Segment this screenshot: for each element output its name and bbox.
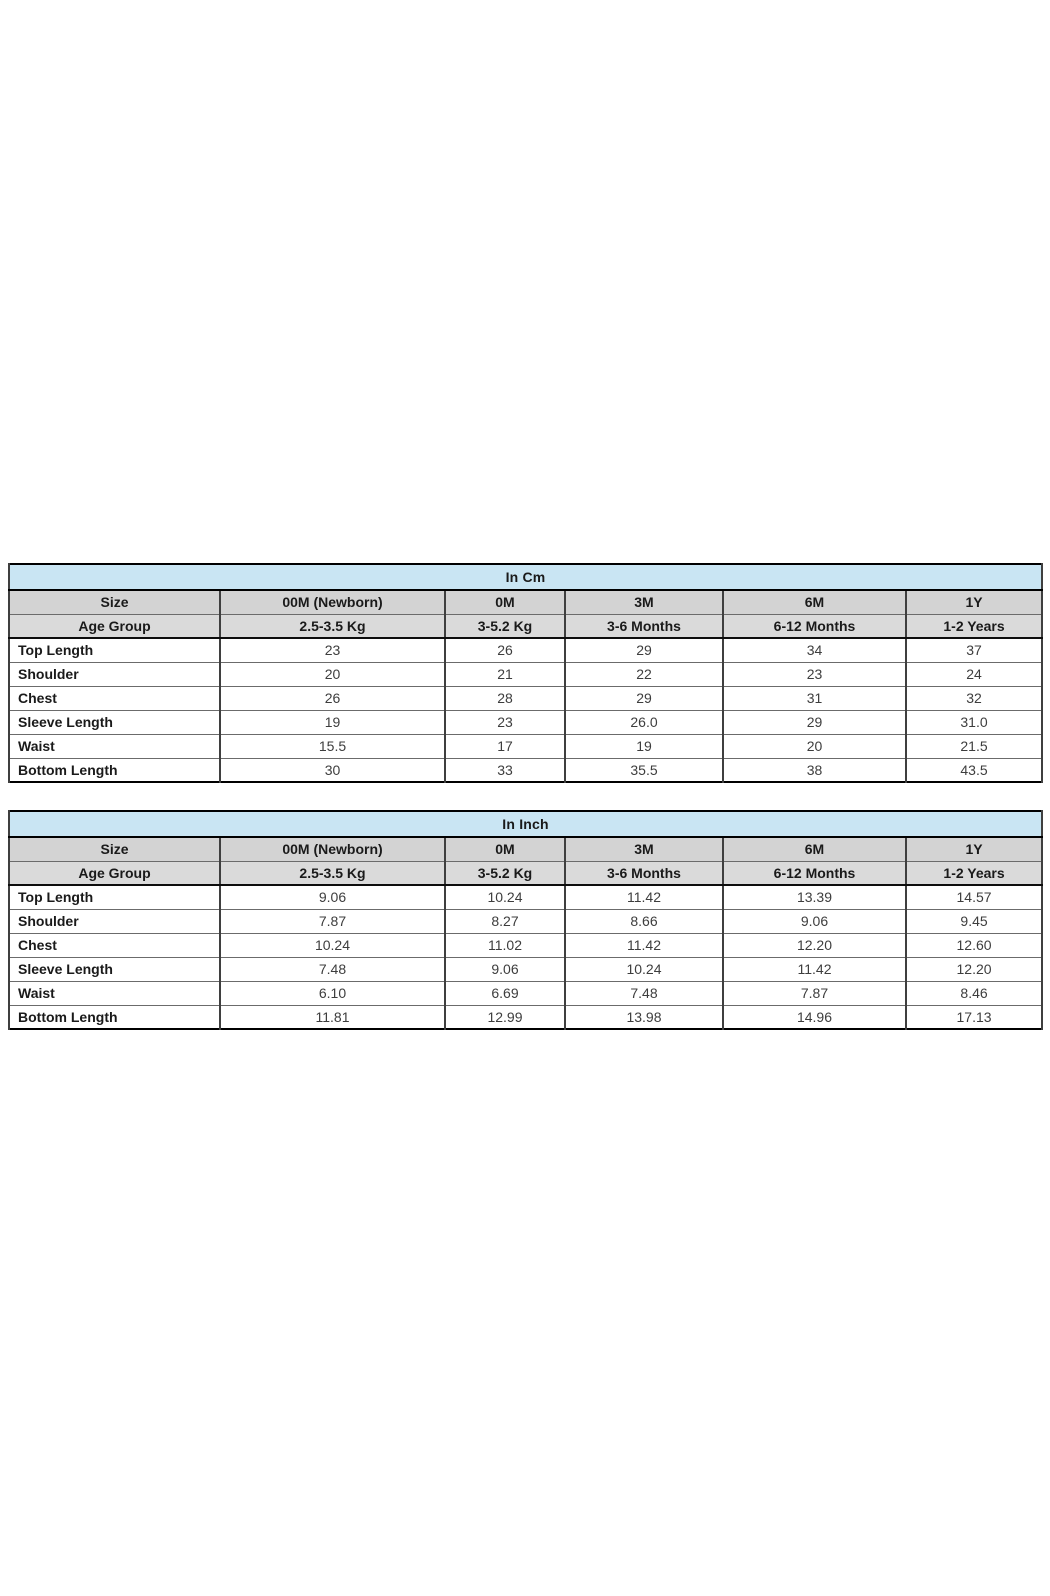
size-header-row: [9, 590, 1042, 614]
measurement-value: 6.69: [445, 981, 565, 1005]
measurement-label: Shoulder: [9, 909, 220, 933]
measurement-row: [9, 909, 1042, 933]
measurement-value: 10.24: [445, 885, 565, 909]
table-title: In Inch: [9, 811, 1042, 837]
measurement-value: 9.06: [723, 909, 906, 933]
measurement-value: 26.0: [565, 710, 723, 734]
measurement-value: 23: [445, 710, 565, 734]
measurement-value: 31: [723, 686, 906, 710]
table-title-row: [9, 811, 1042, 837]
measurement-row: [9, 758, 1042, 782]
size-column-header: 1Y: [906, 837, 1042, 861]
size-column-header: 0M: [445, 837, 565, 861]
measurement-row: [9, 662, 1042, 686]
measurement-value: 29: [565, 686, 723, 710]
measurement-value: 8.27: [445, 909, 565, 933]
measurement-row: [9, 981, 1042, 1005]
measurement-label: Shoulder: [9, 662, 220, 686]
size-column-header: 1Y: [906, 590, 1042, 614]
measurement-row: [9, 638, 1042, 662]
measurement-label: Sleeve Length: [9, 710, 220, 734]
age-group-header: 3-6 Months: [565, 614, 723, 638]
size-table-cm: [8, 563, 1043, 783]
measurement-row: [9, 885, 1042, 909]
measurement-value: 20: [723, 734, 906, 758]
measurement-value: 10.24: [220, 933, 445, 957]
measurement-label: Top Length: [9, 638, 220, 662]
measurement-value: 26: [445, 638, 565, 662]
measurement-value: 30: [220, 758, 445, 782]
measurement-value: 28: [445, 686, 565, 710]
age-group-header: 6-12 Months: [723, 614, 906, 638]
measurement-value: 35.5: [565, 758, 723, 782]
measurement-value: 7.87: [723, 981, 906, 1005]
measurement-label: Sleeve Length: [9, 957, 220, 981]
measurement-value: 43.5: [906, 758, 1042, 782]
measurement-value: 21: [445, 662, 565, 686]
measurement-row: [9, 734, 1042, 758]
age-group-row: [9, 614, 1042, 638]
table-title: In Cm: [9, 564, 1042, 590]
age-group-header: 3-5.2 Kg: [445, 861, 565, 885]
size-header-row: [9, 837, 1042, 861]
measurement-value: 7.48: [220, 957, 445, 981]
measurement-value: 19: [565, 734, 723, 758]
measurement-label: Waist: [9, 734, 220, 758]
size-column-header: 6M: [723, 590, 906, 614]
measurement-value: 26: [220, 686, 445, 710]
size-column-header: 0M: [445, 590, 565, 614]
measurement-value: 13.98: [565, 1005, 723, 1029]
measurement-value: 21.5: [906, 734, 1042, 758]
size-row-label: Size: [9, 837, 220, 861]
measurement-value: 22: [565, 662, 723, 686]
measurement-label: Top Length: [9, 885, 220, 909]
size-column-header: 3M: [565, 837, 723, 861]
measurement-value: 7.87: [220, 909, 445, 933]
measurement-value: 8.46: [906, 981, 1042, 1005]
measurement-value: 33: [445, 758, 565, 782]
measurement-value: 12.99: [445, 1005, 565, 1029]
measurement-row: [9, 710, 1042, 734]
measurement-value: 34: [723, 638, 906, 662]
measurement-value: 12.20: [906, 957, 1042, 981]
measurement-value: 17: [445, 734, 565, 758]
measurement-value: 11.81: [220, 1005, 445, 1029]
measurement-value: 10.24: [565, 957, 723, 981]
measurement-value: 31.0: [906, 710, 1042, 734]
measurement-label: Chest: [9, 933, 220, 957]
age-group-header: 2.5-3.5 Kg: [220, 861, 445, 885]
size-table-cm-container: [8, 563, 1042, 783]
age-group-header: 1-2 Years: [906, 861, 1042, 885]
measurement-value: 14.96: [723, 1005, 906, 1029]
measurement-label: Waist: [9, 981, 220, 1005]
age-group-header: 2.5-3.5 Kg: [220, 614, 445, 638]
age-group-row: [9, 861, 1042, 885]
measurement-value: 12.20: [723, 933, 906, 957]
measurement-value: 19: [220, 710, 445, 734]
measurement-value: 38: [723, 758, 906, 782]
measurement-value: 23: [723, 662, 906, 686]
size-table-inch: [8, 810, 1043, 1030]
measurement-row: [9, 1005, 1042, 1029]
measurement-value: 29: [565, 638, 723, 662]
measurement-value: 9.06: [445, 957, 565, 981]
size-table-inch-container: [8, 810, 1042, 1030]
measurement-value: 17.13: [906, 1005, 1042, 1029]
measurement-label: Chest: [9, 686, 220, 710]
measurement-value: 23: [220, 638, 445, 662]
size-column-header: 00M (Newborn): [220, 590, 445, 614]
measurement-value: 7.48: [565, 981, 723, 1005]
table-title-row: [9, 564, 1042, 590]
measurement-row: [9, 957, 1042, 981]
measurement-row: [9, 686, 1042, 710]
measurement-value: 15.5: [220, 734, 445, 758]
measurement-value: 12.60: [906, 933, 1042, 957]
measurement-value: 6.10: [220, 981, 445, 1005]
age-group-row-label: Age Group: [9, 861, 220, 885]
measurement-label: Bottom Length: [9, 1005, 220, 1029]
measurement-value: 11.42: [565, 933, 723, 957]
measurement-value: 32: [906, 686, 1042, 710]
measurement-value: 29: [723, 710, 906, 734]
age-group-header: 3-6 Months: [565, 861, 723, 885]
measurement-value: 11.02: [445, 933, 565, 957]
size-column-header: 3M: [565, 590, 723, 614]
measurement-value: 11.42: [723, 957, 906, 981]
measurement-value: 13.39: [723, 885, 906, 909]
measurement-row: [9, 933, 1042, 957]
measurement-value: 11.42: [565, 885, 723, 909]
age-group-header: 1-2 Years: [906, 614, 1042, 638]
measurement-value: 9.06: [220, 885, 445, 909]
measurement-label: Bottom Length: [9, 758, 220, 782]
size-row-label: Size: [9, 590, 220, 614]
size-column-header: 6M: [723, 837, 906, 861]
age-group-header: 3-5.2 Kg: [445, 614, 565, 638]
age-group-row-label: Age Group: [9, 614, 220, 638]
measurement-value: 8.66: [565, 909, 723, 933]
size-column-header: 00M (Newborn): [220, 837, 445, 861]
measurement-value: 9.45: [906, 909, 1042, 933]
measurement-value: 20: [220, 662, 445, 686]
measurement-value: 37: [906, 638, 1042, 662]
measurement-value: 14.57: [906, 885, 1042, 909]
age-group-header: 6-12 Months: [723, 861, 906, 885]
measurement-value: 24: [906, 662, 1042, 686]
